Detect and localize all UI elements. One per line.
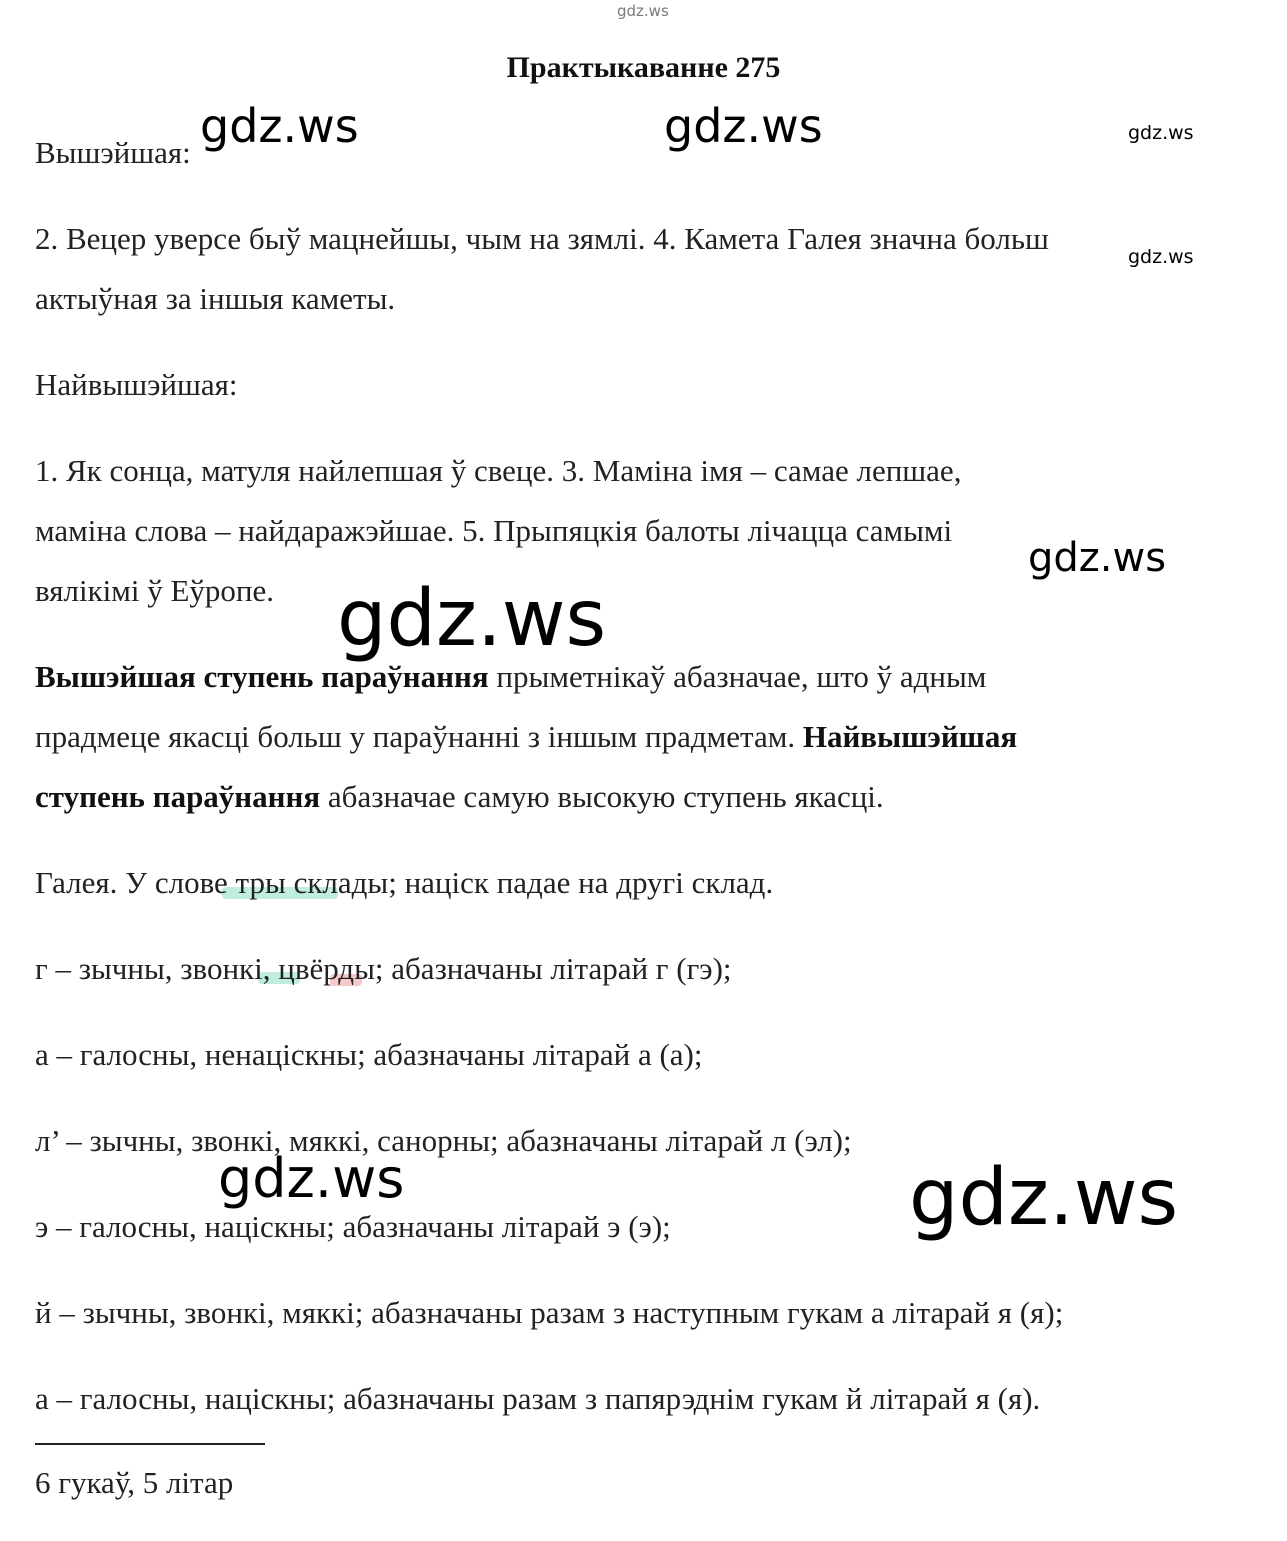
definition-text-1: прыметнікаў абазначае, што ў адным bbox=[488, 659, 987, 694]
text-line-7: вялікімі ў Еўропе. bbox=[35, 573, 275, 608]
analysis-line-2: г – зычны, звонкі, цвёрды; абазначаны літарай г (гэ); bbox=[35, 951, 732, 986]
analysis-line-5: э – галосны, націскны; абазначаны літарай э (э); bbox=[35, 1209, 671, 1244]
text-line-6: маміна слова – найдаражэйшае. 5. Прыпяцкія балоты лічацца самымі bbox=[35, 513, 953, 548]
page-title: Практыкаванне 275 bbox=[506, 51, 781, 84]
analysis-line-6: й – зычны, звонкі, мяккі; абазначаны разам з наступным гукам а літарай я (я); bbox=[35, 1295, 1064, 1330]
watermark-6: gdz.ws bbox=[337, 574, 607, 664]
text-line-3: актыўная за іншыя каметы. bbox=[35, 281, 396, 316]
footnote-divider bbox=[35, 1443, 265, 1445]
analysis-line-1: Галея. У слове тры склады; націск падае на другі склад. bbox=[35, 865, 774, 900]
text-line-2: 2. Вецер уверсе быў мацнейшы, чым на зямлі. 4. Камета Галея значна больш bbox=[35, 221, 1049, 256]
watermark-4: gdz.ws bbox=[1128, 246, 1194, 268]
definition-term-2b: ступень параўнання bbox=[35, 779, 321, 814]
text-line-4: Найвышэйшая: bbox=[35, 367, 238, 402]
analysis-line-3: а – галосны, ненаціскны; абазначаны літарай а (а); bbox=[35, 1037, 703, 1072]
watermark-3: gdz.ws bbox=[1128, 122, 1194, 144]
definition-text-3: абазначае самую высокую ступень якасці. bbox=[320, 779, 884, 814]
watermark-7: gdz.ws bbox=[218, 1147, 405, 1210]
watermark-2: gdz.ws bbox=[664, 99, 823, 153]
definition-term-2a: Найвышэйшая bbox=[802, 719, 1018, 754]
text-line-5: 1. Як сонца, матуля найлепшая ў свеце. 3. Маміна імя – самае лепшае, bbox=[35, 453, 962, 488]
footnote: 6 гукаў, 5 літар bbox=[35, 1465, 234, 1500]
definition-text-2: прадмеце якасці больш у параўнанні з іншым прадметам. bbox=[35, 719, 803, 754]
watermark-top: gdz.ws bbox=[617, 2, 669, 20]
analysis-line-7: а – галосны, націскны; абазначаны разам з папярэднім гукам й літарай я (я). bbox=[35, 1381, 1041, 1416]
definition-line-2 bbox=[35, 717, 1017, 757]
analysis-line-4: л’ – зычны, звонкі, мяккі, санорны; абазначаны літарай л (эл); bbox=[35, 1123, 852, 1158]
watermark-5: gdz.ws bbox=[1028, 535, 1167, 581]
definition-term-1: Вышэйшая ступень параўнання bbox=[35, 659, 489, 694]
watermark-8: gdz.ws bbox=[909, 1153, 1179, 1243]
text-line-1: Вышэйшая: bbox=[35, 135, 191, 170]
watermark-1: gdz.ws bbox=[200, 99, 359, 153]
definition-line-3 bbox=[35, 777, 884, 817]
